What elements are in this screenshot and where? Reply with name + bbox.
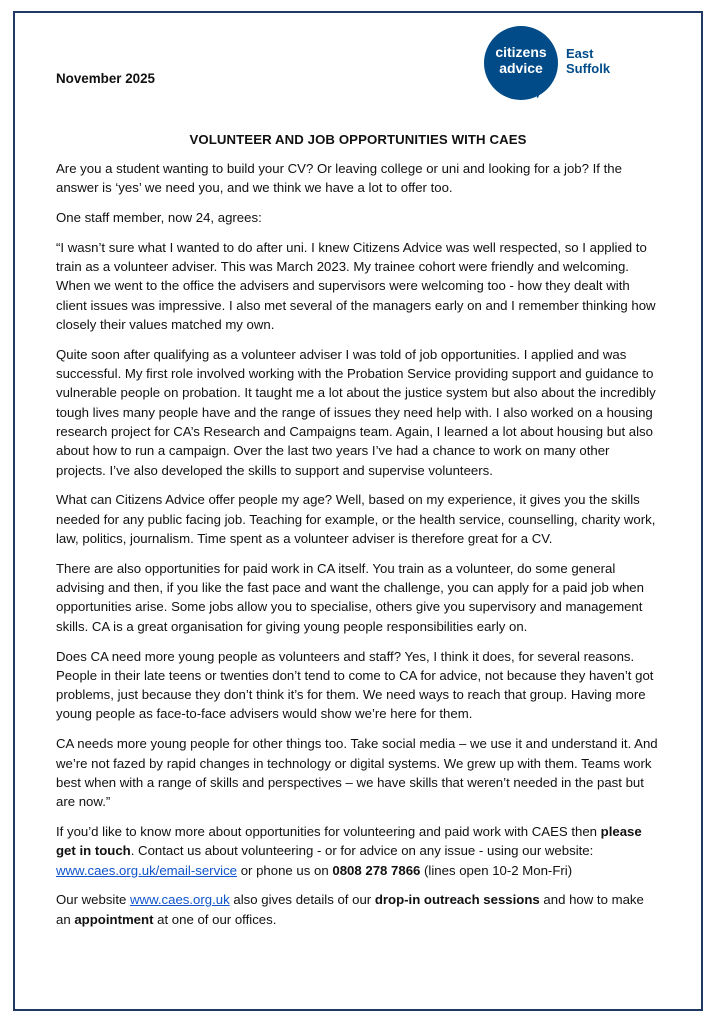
logo-wordmark [484,44,558,76]
paragraph-staff-intro: One staff member, now 24, agrees: [56,210,262,226]
logo-line-2: advice [499,60,543,76]
phone-number: 0808 278 7866 [332,862,421,878]
document-header [56,26,656,106]
logo-region [566,46,610,76]
website-text-c: and how to make an [56,892,644,927]
paragraph-paid-work: There are also opportunities for paid work in CA itself. You train as a volunteer, do some general advising and then, if you like the fast pace and want the challenge, you can apply for a paid job when opportunities arise. Some jobs allow you to specialise, others give you supervisory and management skills. CA is a great organisation for giving young people responsibilities early on. [56,560,644,634]
logo-region-1: East [566,46,594,61]
document-body [56,132,660,939]
paragraph-website [56,890,660,929]
paragraph-intro: Are you a student wanting to build your CV? Or leaving college or uni and looking for a job? If the answer is ‘yes’ we need you, and we think we have a lot to offer too. [56,161,622,196]
paragraph-job-opportunities: Quite soon after qualifying as a volunteer adviser I was told of job opportunities. I applied and was successful. My first role involved working with the Probation Service providing support and guidance to vulnerable people on probation. It taught me a lot about the justice system but also about the incredibly tough lives many people have and the range of issues they need help with. I also worked on a housing research project for CA’s Research and Campaigns team. Again, I learned a lot about housing but also about how to run a campaign. Over the last two years I’ve had a chance to work on many other projects. I’ve also developed the skills to support and supervise volunteers. [56,346,656,478]
document-date: November 2025 [56,71,155,86]
contact-text-e: (lines open 10-2 Mon-Fri) [420,862,573,878]
website-text-b: also gives details of our [229,892,375,908]
contact-emphasis: please get in touch [56,823,642,859]
paragraph-contact [56,822,660,880]
logo-region-2: Suffolk [566,61,611,76]
contact-text-c: . Contact us about volunteering - or for advice on any issue - using our website: [130,843,594,859]
contact-text-a: If you’d like to know more about opportunities for volunteering and paid work with CAES then [56,823,601,839]
paragraph-social-media: CA needs more young people for other things too. Take social media – we use it and understand it. And we’re not fazed by rapid changes in technology or digital systems. We grew up with them. Teams work best when with a range of skills and perspectives – we have skills that weren’t needed in the past but are now.” [56,736,658,810]
appointment-emphasis: appointment [74,911,154,927]
logo-line-1: citizens [495,44,547,60]
website-text-a: Our website [56,892,131,908]
paragraph-young-people: Does CA need more young people as volunteers and staff? Yes, I think it does, for several reasons. People in their late teens or twenties don’t tend to come to CA for advice, not because they haven’t got problems, just because they don’t think it’s for them. We need ways to reach that group. Having more young people as face-to-face advisers would show we’re here for them. [56,648,654,722]
paragraph-quote-start: “I wasn’t sure what I wanted to do after uni. I knew Citizens Advice was well respected, so I applied to train as a volunteer adviser. This was March 2023. My trainee cohort were friendly and welcoming. When we went to the office the advisers and supervisors were welcoming too - how they dealt with client issues was impressive. I also met several of the managers early on and I remember thinking how closely their values matched my own. [56,239,656,333]
website-text-d: at one of our offices. [153,911,277,927]
document-title: VOLUNTEER AND JOB OPPORTUNITIES WITH CAES [189,132,527,147]
website-link[interactable]: www.caes.org.uk [130,892,230,908]
citizens-advice-logo [484,26,664,106]
contact-text-d: or phone us on [237,862,333,878]
paragraph-skills: What can Citizens Advice offer people my age? Well, based on my experience, it gives you the skills needed for any public facing job. Teaching for example, or the health service, counselling, charity work, law, politics, journalism. Time spent as a volunteer adviser is therefore great for a CV. [56,492,656,547]
drop-in-sessions: drop-in outreach sessions [374,892,540,908]
email-service-link[interactable]: www.caes.org.uk/email-service [56,862,238,878]
